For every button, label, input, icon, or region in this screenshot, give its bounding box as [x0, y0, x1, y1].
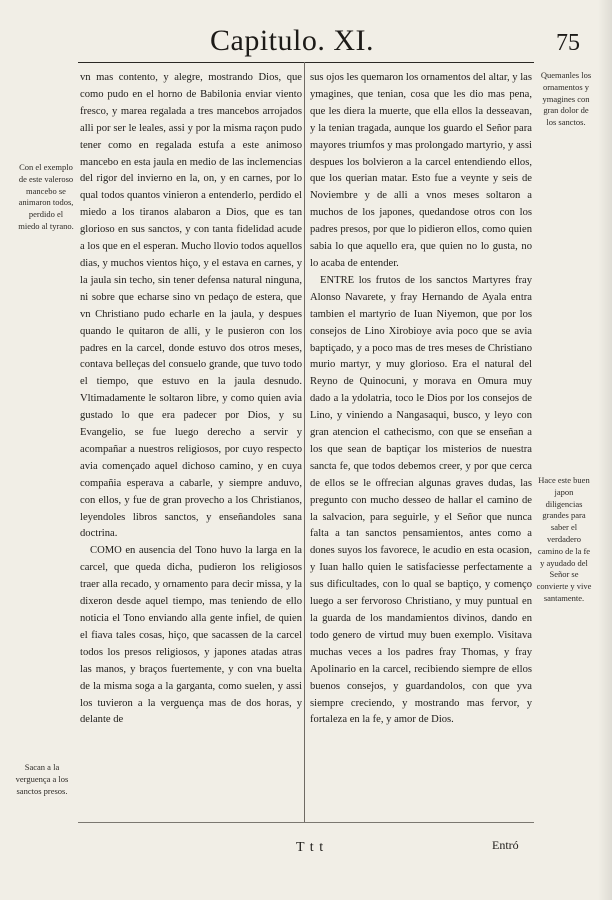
page-number: 75: [556, 30, 580, 56]
left-paragraph-1: vn mas contento, y alegre, mostrando Dios, que como pudo en el horno de Babilonia enviar viento fresco, y marea regalada a tres mancebos arrojados alli por ser le leales, assi y por la misma raçon pudo tener como en regalada estufa a este animoso mancebo en esta jaula en medio de las inclemencias del rigor del invierno en la, on, y en carnes, por lo qual todos quantos vinieron a entenderlo, perdido el miedo a los tiranos alabaron a Dios, que es tan glorioso en sus sanctos, y con tanta fidelidad acude a los que en el esperan. Mucho llovio todos aquellos dias, y muchos vientos hiço, y el estava en carnes, y la jaula sin techo, sin tener defensa natural ninguna, ni sobre que echarse sino vn pedaço de estera, que vn Christiano pudo echarle en la jaula, y despues quando le quitaron de alli, y le pusieron con los padres en la carcel, donde estuvo dos otros meses, contava belleças del consuelo grande, que tuvo todo el tiempo, que estuvo en la jaula desnudo. Vltimadamente le soltaron libre, y como quien avia gustado lo que era padecer por Dios, y su Evangelio, se fue luego derecho a servir y acompañar a nuestros religiosos, por cuyo respecto avia començado aquel dichoso camino, y en cuya compañia esperava a cabarle, y siempre anduvo, con ellos, y fue de gran provecho a los Christianos, leyendoles libros sanctos, y enseñandoles sana doctrina.: [80, 72, 302, 540]
margin-note-left-bottom: Sacan a la verguença a los sanctos presos.: [15, 762, 69, 796]
margin-note-left-top: Con el exemplo de este valeroso mancebo se animaron todos, perdido el miedo al tyrano.: [18, 162, 74, 231]
right-column: [310, 70, 532, 729]
signature-mark: T t t: [296, 840, 325, 855]
chapter-title: Capitulo. XI.: [210, 24, 374, 57]
page-header: [80, 18, 580, 62]
catchword: Entró: [492, 838, 519, 852]
footer-rule: [78, 822, 534, 823]
left-column: [80, 70, 302, 729]
column-divider: [304, 62, 305, 822]
margin-note-right-top: Quemanles los ornamentos y ymagines con gran dolor de los sanctos.: [540, 70, 592, 128]
right-paragraph-2: ENTRE los frutos de los sanctos Martyres fray Alonso Navarete, y fray Hernando de Ayala entra tambien el martyrio de Iuan Niyemon, que por los consejos de Lino Xirobioye avia poco que se avia baptiçado, y a poco mas de tres meses de Christiano murio martyr, y muy glorioso. Era el natural del Reyno de Quinocuni, y morava en Omura muy dado a la ydolatria, toco le Dios por los consejos de Lino, y viniendo a Nangasaqui, busco, y leyo con gran atencion el cathecismo, con que se enseñan a los que sean de baptiçar los misterios de nuestra sancta fe, que todos debemos creer, y por que cerca de ellos se le offrecian algunas graves dudas, las pregunto con mucho desseo de hallar el camino de la salvacion, para seguirle, y el Señor que nunca falta a tan sanctos pensamientos, antes como a dones suyos los favorece, le acudio en esta ocasion, y Iuan hallo quien le satisfaciesse perfectamente a sus dificultades, con lo qual se baptiço, y començo luego a ser fervoroso Christiano, y muy puntual en la guarda de los mandamientos divinos, dando en todo genero de virtud muy buen exemplo. Visitava muchas veces a los padres fray Thomas, y fray Apolinario en la carcel, recibiendo siempre de ellos buenos consejos, y guardandolos, con que yva siempre creciendo, y mostrando mas fervor, y fortaleza en la fe, y amor de Dios.: [310, 274, 532, 726]
left-paragraph-2: COMO en ausencia del Tono huvo la larga en la carcel, que queda dicha, pudieron los religiosos traer alla recado, y ornamento para decir missa, y la dixeron desde aquel tiempo, mas teniendo de ello noticia el Tono enviando alla gente infiel, de quien el fiava tales cosas, hiço, que sacassen de la carcel todos los presos religiosos, y japones atadas atras las manos, y braços fuertemente, y con vna buelta de la misma soga a la garganta, como suelen, y assi los tuvieron a la verguença mas de dos horas, y delante de: [80, 545, 302, 726]
right-paragraph-1: sus ojos les quemaron los ornamentos del altar, y las ymagines, que tenian, cosa que les dio mas pena, que les diera la muerte, que ella ellos la desseavan, y la tenian tragada, aunque los guardo el Señor para mayores triumfos y mas prolongado martyrio, y assi despues los bolvieron a la carcel entendiendo ellos, que los querian matar. Esto fue a veynte y seis de Noviembre y de alli a vnos meses soltaron a muchos de los japones, quedandose otros con los padres presos, por que lo pidieron ellos, como quien sabia lo que aquello era, que quien no lo gusta, no lo acaba de entender.: [310, 72, 533, 269]
header-rule: [78, 62, 534, 63]
page-edge-shadow: [598, 0, 612, 900]
margin-note-right-middle: Hace este buen japon diligencias grandes para saber el verdadero camino de la fe y ayudado del Señor se convierte y vive santamente.: [536, 475, 592, 603]
